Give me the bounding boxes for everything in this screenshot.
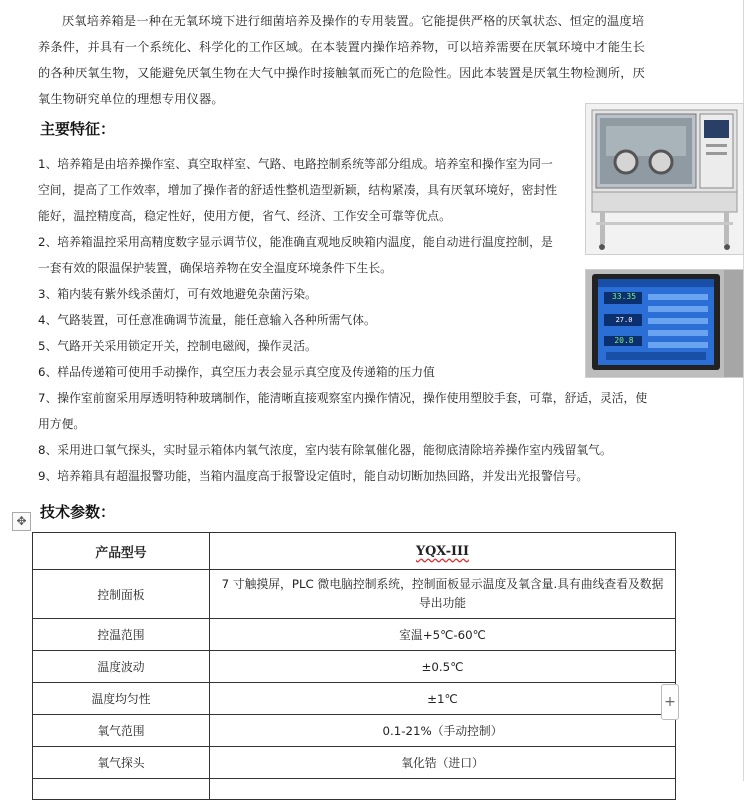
table-row <box>33 570 676 619</box>
row-label: 氧气探头 <box>33 747 210 779</box>
feature-item: 2、培养箱温控采用高精度数字显示调节仪，能准确直观地反映箱内温度，能自动进行温度控制，是一套有效的限温保护装置，确保培养物在安全温度环境条件下生长。 <box>38 235 553 275</box>
feature-item: 5、气路开关采用锁定开关，控制电磁阀，操作灵活。 <box>38 339 317 353</box>
chamber-photo <box>585 103 744 255</box>
screen-value-setpoint: 20.8 <box>614 336 634 345</box>
intro-paragraph: 厌氧培养箱是一种在无氧环境下进行细菌培养及操作的专用装置。它能提供严格的厌氧状态、恒定的温度培养条件，并具有一个系统化、科学化的工作区域。在本装置内操作培养物，可以培养需要在厌氧环境中才能生长的各种厌氧生物，又能避免厌氧生物在大气中操作时接触氧而死亡的危险性。因此本装置是厌氧生物检测所，厌氧生物研究单位的理想专用仪器。 <box>38 14 645 106</box>
feature-item: 8、采用进口氧气探头，实时显示箱体内氧气浓度，室内装有除氧催化器，能彻底清除培养操作室内残留氧气。 <box>38 443 612 457</box>
screen-value-temp: 33.35 <box>611 292 637 301</box>
feature-item: 6、样品传递箱可使用手动操作，真空压力表会显示真空度及传递箱的压力值 <box>38 365 435 379</box>
row-value: 7 寸触摸屏，PLC 微电脑控制系统，控制面板显示温度及氧含量.具有曲线查看及数据导出功能 <box>210 570 676 619</box>
row-value: ±1℃ <box>210 683 676 715</box>
move-icon[interactable]: ✥ <box>12 512 31 531</box>
table-row <box>33 683 676 715</box>
feature-item: 7、操作室前窗采用厚透明特种玻璃制作，能清晰直接观察室内操作情况，操作使用塑胶手套，可靠，舒适，灵活，使用方便。 <box>38 391 648 431</box>
header-label: 产品型号 <box>33 533 210 570</box>
table-row <box>33 747 676 779</box>
row-value-empty <box>210 779 676 800</box>
specs-table <box>32 532 676 800</box>
row-value: 氧化锆（进口） <box>210 747 676 779</box>
table-row <box>33 715 676 747</box>
features-heading: 主要特征： <box>40 120 116 138</box>
table-row <box>33 619 676 651</box>
row-label: 控温范围 <box>33 619 210 651</box>
table-row <box>33 651 676 683</box>
row-label: 氧气范围 <box>33 715 210 747</box>
feature-item: 9、培养箱具有超温报警功能，当箱内温度高于报警设定值时，能自动切断加热回路，并发出光报警信号。 <box>38 469 589 483</box>
feature-item: 1、培养箱是由培养操作室、真空取样室、气路、电路控制系统等部分组成。培养室和操作室为同一空间，提高了工作效率，增加了操作者的舒适性整机造型新颖，结构紧凑，具有厌氧环境好，密封性能好，温控精度高，稳定性好，使用方便，省气、经济、工作安全可靠等优点。 <box>38 157 558 223</box>
feature-item: 3、箱内装有紫外线杀菌灯，可有效地避免杂菌污染。 <box>38 287 317 301</box>
header-value-cell <box>210 533 676 570</box>
row-label: 温度波动 <box>33 651 210 683</box>
table-header-row <box>33 533 676 570</box>
row-value: 室温+5℃-60℃ <box>210 619 676 651</box>
feature-item: 4、气路装置，可任意准确调节流量，能任意输入各种所需气体。 <box>38 313 376 327</box>
row-label-empty <box>33 779 210 800</box>
screen-value-oxygen: 27.0 <box>615 316 633 324</box>
row-label: 温度均匀性 <box>33 683 210 715</box>
specs-heading: 技术参数： <box>40 503 116 521</box>
model-name: YQX-III <box>415 543 470 559</box>
table-row-partial <box>33 779 676 800</box>
row-label: 控制面板 <box>33 570 210 619</box>
control-panel-photo <box>585 269 744 378</box>
row-value: ±0.5℃ <box>210 651 676 683</box>
plus-icon[interactable]: + <box>661 684 679 720</box>
row-value: 0.1-21%（手动控制） <box>210 715 676 747</box>
